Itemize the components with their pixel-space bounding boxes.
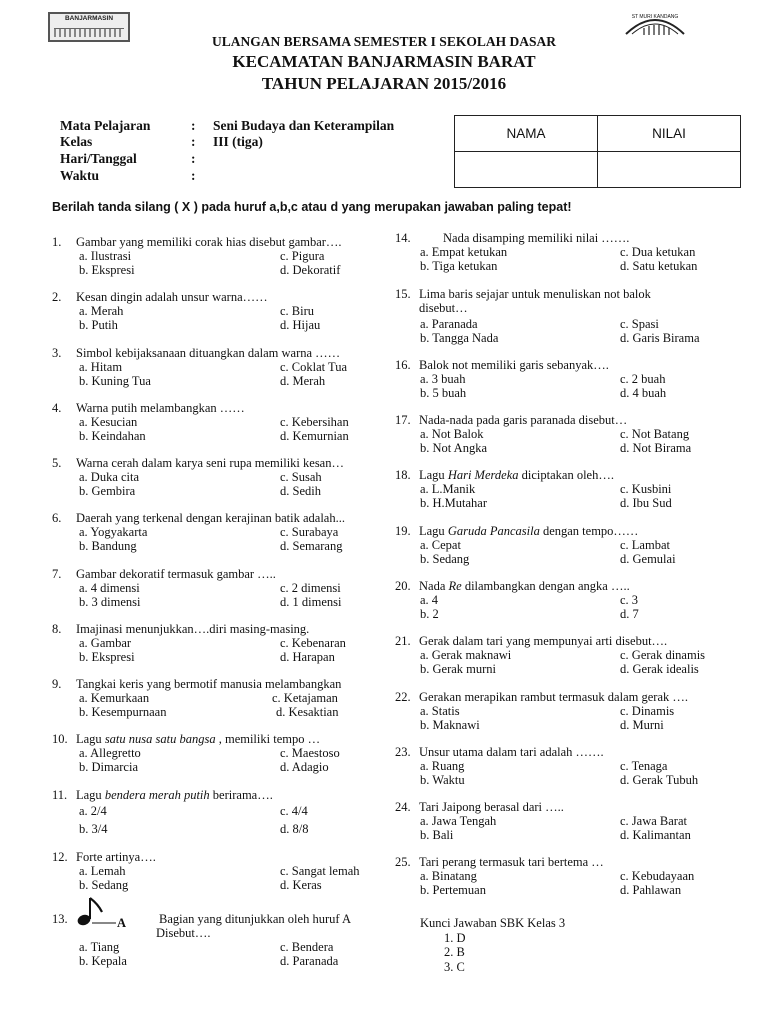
option-c[interactable]: c. Kebersihan: [280, 415, 349, 429]
question-15: [395, 287, 715, 345]
option-c[interactable]: c. Kusbini: [620, 482, 672, 496]
question-text: Balok not memiliki garis sebanyak….: [419, 358, 609, 372]
name-score-table: [454, 115, 741, 188]
question-number: 12.: [52, 850, 68, 864]
question-text: Warna cerah dalam karya seni rupa memiliki kesan…: [76, 456, 344, 470]
option-d[interactable]: d. Gemulai: [620, 552, 676, 566]
question-number: 21.: [395, 634, 411, 648]
name-header: NAMA: [455, 116, 598, 152]
option-b[interactable]: b. Kepala: [79, 954, 127, 968]
question-number: 5.: [52, 456, 62, 470]
question-7: [52, 567, 382, 609]
question-text: Daerah yang terkenal dengan kerajinan batik adalah...: [76, 511, 345, 525]
option-a[interactable]: a. Duka cita: [79, 470, 140, 484]
option-a[interactable]: a. Tiang: [79, 940, 120, 954]
option-a[interactable]: a. Ilustrasi: [79, 249, 132, 263]
info-value-subject: Seni Budaya dan Keterampilan: [213, 118, 395, 133]
option-d[interactable]: d. Gerak idealis: [620, 662, 699, 676]
option-a[interactable]: a. Binatang: [420, 869, 477, 883]
option-b[interactable]: b. H.Mutahar: [420, 496, 487, 510]
option-b[interactable]: b. Gerak murni: [420, 662, 497, 676]
option-c[interactable]: c. Jawa Barat: [620, 814, 687, 828]
question-3: [52, 346, 382, 388]
option-a[interactable]: a. Lemah: [79, 864, 126, 878]
question-text-cont: dengan tempo……: [539, 524, 639, 538]
option-c[interactable]: c. Tenaga: [620, 759, 668, 773]
info-value-class: III (tiga): [213, 134, 263, 149]
question-text: Bagian yang ditunjukkan oleh huruf A: [159, 912, 351, 926]
option-a[interactable]: a. Not Balok: [420, 427, 484, 441]
option-a[interactable]: a. Hitam: [79, 360, 123, 374]
option-d[interactable]: d. 7: [620, 607, 639, 621]
question-4: [52, 401, 382, 443]
question-number: 16.: [395, 358, 411, 372]
option-d[interactable]: d. Paranada: [280, 954, 339, 968]
option-a[interactable]: a. Ruang: [420, 759, 465, 773]
option-b[interactable]: b. Waktu: [420, 773, 465, 787]
question-25: [395, 855, 715, 897]
option-a[interactable]: a. 4: [420, 593, 439, 607]
answer-key-item: 2. B: [444, 945, 465, 959]
option-b[interactable]: b. Dimarcia: [79, 760, 139, 774]
info-colon: :: [191, 118, 196, 133]
option-d[interactable]: d. Ibu Sud: [620, 496, 672, 510]
option-a[interactable]: a. Jawa Tengah: [420, 814, 497, 828]
option-d[interactable]: d. Kalimantan: [620, 828, 691, 842]
question-number: 2.: [52, 290, 62, 304]
question-text: Forte artinya….: [76, 850, 156, 864]
option-c[interactable]: c. Dua ketukan: [620, 245, 696, 259]
option-d[interactable]: d. Satu ketukan: [620, 259, 698, 273]
option-d[interactable]: d. Not Birama: [620, 441, 692, 455]
question-text: Nada: [419, 579, 449, 593]
question-23: [395, 745, 715, 787]
option-d[interactable]: d. Sedih: [280, 484, 321, 498]
option-b[interactable]: b. Tangga Nada: [420, 331, 499, 345]
question-number: 13.: [52, 912, 68, 926]
question-text-cont: dilambangkan dengan angka …..: [461, 579, 630, 593]
option-b[interactable]: b. Kesempurnaan: [79, 705, 167, 719]
info-label-class: Kelas: [60, 134, 93, 149]
question-text: Kesan dingin adalah unsur warna……: [76, 290, 268, 304]
option-a[interactable]: a. 3 buah: [420, 372, 466, 386]
info-colon: :: [191, 134, 196, 149]
option-a[interactable]: a. Kemurkaan: [79, 691, 150, 705]
question-text: Gambar dekoratif termasuk gambar …..: [76, 567, 276, 581]
option-c[interactable]: c. 2 dimensi: [280, 581, 341, 595]
question-13: [52, 910, 382, 970]
question-text-cont: , memiliki tempo …: [215, 732, 321, 746]
question-number: 18.: [395, 468, 411, 482]
option-c[interactable]: c. Kebudayaan: [620, 869, 695, 883]
option-c[interactable]: c. Gerak dinamis: [620, 648, 706, 662]
question-20: [395, 579, 715, 621]
question-19: [395, 524, 715, 566]
question-number: 11.: [52, 788, 68, 802]
option-b[interactable]: b. Gembira: [79, 484, 136, 498]
question-number: 10.: [52, 732, 68, 746]
score-header: NILAI: [598, 116, 741, 152]
question-text: Nada disamping memiliki nilai …….: [443, 231, 630, 245]
option-d[interactable]: d. Harapan: [280, 650, 335, 664]
question-text: Unsur utama dalam tari adalah …….: [419, 745, 604, 759]
question-text: Tari Jaipong berasal dari …..: [419, 800, 564, 814]
option-d[interactable]: d. 4 buah: [620, 386, 667, 400]
option-c[interactable]: c. Kebenaran: [280, 636, 346, 650]
option-a[interactable]: a. L.Manik: [420, 482, 476, 496]
option-b[interactable]: b. 3/4: [79, 822, 108, 836]
option-d[interactable]: d. Merah: [280, 374, 326, 388]
answer-key-title: Kunci Jawaban SBK Kelas 3: [420, 916, 566, 930]
option-b[interactable]: b. 3 dimensi: [79, 595, 141, 609]
option-b[interactable]: b. Sedang: [79, 878, 129, 892]
option-b[interactable]: b. Keindahan: [79, 429, 146, 443]
song-title: satu nusa satu bangsa: [104, 732, 216, 746]
question-number: 17.: [395, 413, 411, 427]
info-label-time: Waktu: [60, 168, 100, 183]
option-a[interactable]: a. Allegretto: [79, 746, 141, 760]
option-c[interactable]: c. Ketajaman: [272, 691, 338, 705]
question-1: [52, 235, 382, 277]
question-text: Gambar yang memiliki corak hias disebut gambar….: [76, 235, 342, 249]
question-number: 22.: [395, 690, 411, 704]
option-a[interactable]: a. 4 dimensi: [79, 581, 140, 595]
option-d[interactable]: d. 1 dimensi: [280, 595, 342, 609]
option-d[interactable]: d. Kesaktian: [276, 705, 339, 719]
question-text: Gerak dalam tari yang mempunyai arti disebut….: [419, 634, 668, 648]
music-note-icon: [76, 896, 116, 928]
option-d[interactable]: d. Murni: [620, 718, 664, 732]
option-b[interactable]: b. Bandung: [79, 539, 137, 553]
option-b[interactable]: b. Sedang: [420, 552, 470, 566]
question-12: [52, 850, 382, 892]
question-number: 19.: [395, 524, 411, 538]
option-b[interactable]: b. Putih: [79, 318, 118, 332]
question-17: [395, 413, 715, 455]
option-b[interactable]: b. Ekspresi: [79, 650, 135, 664]
option-c[interactable]: c. Pigura: [280, 249, 325, 263]
question-text: Nada-nada pada garis paranada disebut…: [419, 413, 628, 427]
option-d[interactable]: d. Kemurnian: [280, 429, 349, 443]
answer-key-item: 3. C: [444, 959, 465, 974]
question-text: Lagu: [419, 468, 448, 482]
option-c[interactable]: c. Spasi: [620, 317, 659, 331]
question-9: [52, 677, 382, 719]
option-d[interactable]: d. 8/8: [280, 822, 309, 836]
question-14: [395, 231, 715, 273]
option-d[interactable]: d. Adagio: [280, 760, 329, 774]
option-c[interactable]: c. 2 buah: [620, 372, 666, 386]
question-text-cont: disebut…: [419, 301, 468, 315]
question-text: Lagu: [419, 524, 448, 538]
option-a[interactable]: a. Gambar: [79, 636, 132, 650]
instruction: Berilah tanda silang ( X ) pada huruf a,b,c atau d yang merupakan jawaban paling tepat!: [52, 200, 572, 214]
option-d[interactable]: d. Keras: [280, 878, 322, 892]
option-c[interactable]: c. Biru: [280, 304, 315, 318]
question-number: 14.: [395, 231, 411, 245]
option-a[interactable]: a. Merah: [79, 304, 124, 318]
score-cell[interactable]: [598, 152, 741, 188]
option-d[interactable]: d. Garis Birama: [620, 331, 700, 345]
song-title: Garuda Pancasila: [447, 524, 540, 538]
option-a[interactable]: a. Paranada: [420, 317, 478, 331]
exam-title-line2: KECAMATAN BANJARMASIN BARAT: [232, 52, 536, 71]
exam-title-line1: ULANGAN BERSAMA SEMESTER I SEKOLAH DASAR: [212, 34, 556, 49]
question-2: [52, 290, 382, 332]
option-d[interactable]: d. Pahlawan: [620, 883, 682, 897]
option-c[interactable]: c. Lambat: [620, 538, 670, 552]
option-c[interactable]: c. 4/4: [280, 804, 308, 818]
answer-key: [420, 916, 565, 974]
question-number: 15.: [395, 287, 411, 301]
option-a[interactable]: a. Yogyakarta: [79, 525, 148, 539]
option-b[interactable]: b. Ekspresi: [79, 263, 135, 277]
option-c[interactable]: c. Susah: [280, 470, 322, 484]
question-number: 25.: [395, 855, 411, 869]
question-8: [52, 622, 382, 664]
option-a[interactable]: a. 2/4: [79, 804, 107, 818]
option-c[interactable]: c. Surabaya: [280, 525, 339, 539]
question-text: Tangkai keris yang bermotif manusia melambangkan: [76, 677, 342, 691]
answer-key-item: 1. D: [444, 930, 466, 945]
question-text: Lima baris sejajar untuk menuliskan not balok: [419, 287, 651, 301]
question-text: Imajinasi menunjukkan….diri masing-masing.: [76, 622, 310, 636]
question-number: 9.: [52, 677, 62, 691]
name-cell[interactable]: [455, 152, 598, 188]
question-text: Tari perang termasuk tari bertema …: [419, 855, 604, 869]
question-number: 6.: [52, 511, 62, 525]
question-number: 24.: [395, 800, 411, 814]
logo-left-text: BANJARMASIN: [64, 15, 114, 22]
question-16: [395, 358, 715, 400]
question-number: 7.: [52, 567, 62, 581]
option-b[interactable]: b. Bali: [420, 828, 454, 842]
question-5: [52, 456, 382, 498]
option-b[interactable]: b. Maknawi: [420, 718, 480, 732]
note-label-a: A: [117, 916, 127, 930]
question-number: 20.: [395, 579, 411, 593]
question-text: Lagu: [76, 788, 105, 802]
option-b[interactable]: b. 5 buah: [420, 386, 467, 400]
note-name: Re: [448, 579, 462, 593]
question-6: [52, 511, 382, 553]
option-c[interactable]: c. Dinamis: [620, 704, 675, 718]
song-title: bendera merah putih: [104, 788, 210, 802]
option-d[interactable]: d. Dekoratif: [280, 263, 341, 277]
question-number: 3.: [52, 346, 62, 360]
option-a[interactable]: a. Empat ketukan: [420, 245, 508, 259]
option-d[interactable]: d. Semarang: [280, 539, 343, 553]
question-22: [395, 690, 715, 732]
option-d[interactable]: d. Hijau: [280, 318, 321, 332]
question-text: Warna putih melambangkan ……: [76, 401, 245, 415]
question-text: Lagu: [76, 732, 105, 746]
question-21: [395, 634, 715, 676]
question-text: Simbol kebijaksanaan dituangkan dalam warna ……: [76, 346, 341, 360]
option-c[interactable]: c. Sangat lemah: [280, 864, 360, 878]
question-number: 8.: [52, 622, 62, 636]
option-b[interactable]: b. Kuning Tua: [79, 374, 151, 388]
info-colon: :: [191, 168, 196, 183]
question-11: [52, 788, 382, 836]
option-c[interactable]: c. Not Batang: [620, 427, 690, 441]
song-title: Hari Merdeka: [447, 468, 519, 482]
question-24: [395, 800, 715, 842]
question-number: 1.: [52, 235, 62, 249]
question-text-cont: berirama….: [209, 788, 273, 802]
exam-title-line3: TAHUN PELAJARAN 2015/2016: [261, 74, 507, 93]
option-a[interactable]: a. Statis: [420, 704, 460, 718]
option-b[interactable]: b. Tiga ketukan: [420, 259, 498, 273]
option-a[interactable]: a. Kesucian: [79, 415, 138, 429]
option-d[interactable]: d. Gerak Tubuh: [620, 773, 699, 787]
info-label-subject: Mata Pelajaran: [60, 118, 151, 133]
question-number: 23.: [395, 745, 411, 759]
option-c[interactable]: c. Bendera: [280, 940, 334, 954]
option-a[interactable]: a. Cepat: [420, 538, 461, 552]
option-a[interactable]: a. Gerak maknawi: [420, 648, 512, 662]
logo-right-text: ST MURI KANDANG: [631, 14, 679, 20]
question-10: [52, 732, 382, 774]
question-number: 4.: [52, 401, 62, 415]
option-b[interactable]: b. 2: [420, 607, 439, 621]
option-b[interactable]: b. Not Angka: [420, 441, 488, 455]
info-colon: :: [191, 151, 196, 166]
option-c[interactable]: c. 3: [620, 593, 639, 607]
question-text-cont: diciptakan oleh….: [518, 468, 614, 482]
option-c[interactable]: c. Maestoso: [280, 746, 340, 760]
info-label-date: Hari/Tanggal: [60, 151, 137, 166]
option-c[interactable]: c. Coklat Tua: [280, 360, 348, 374]
question-text: Gerakan merapikan rambut termasuk dalam gerak ….: [419, 690, 688, 704]
question-text-cont: Disebut….: [156, 926, 211, 940]
question-18: [395, 468, 715, 510]
option-b[interactable]: b. Pertemuan: [420, 883, 486, 897]
